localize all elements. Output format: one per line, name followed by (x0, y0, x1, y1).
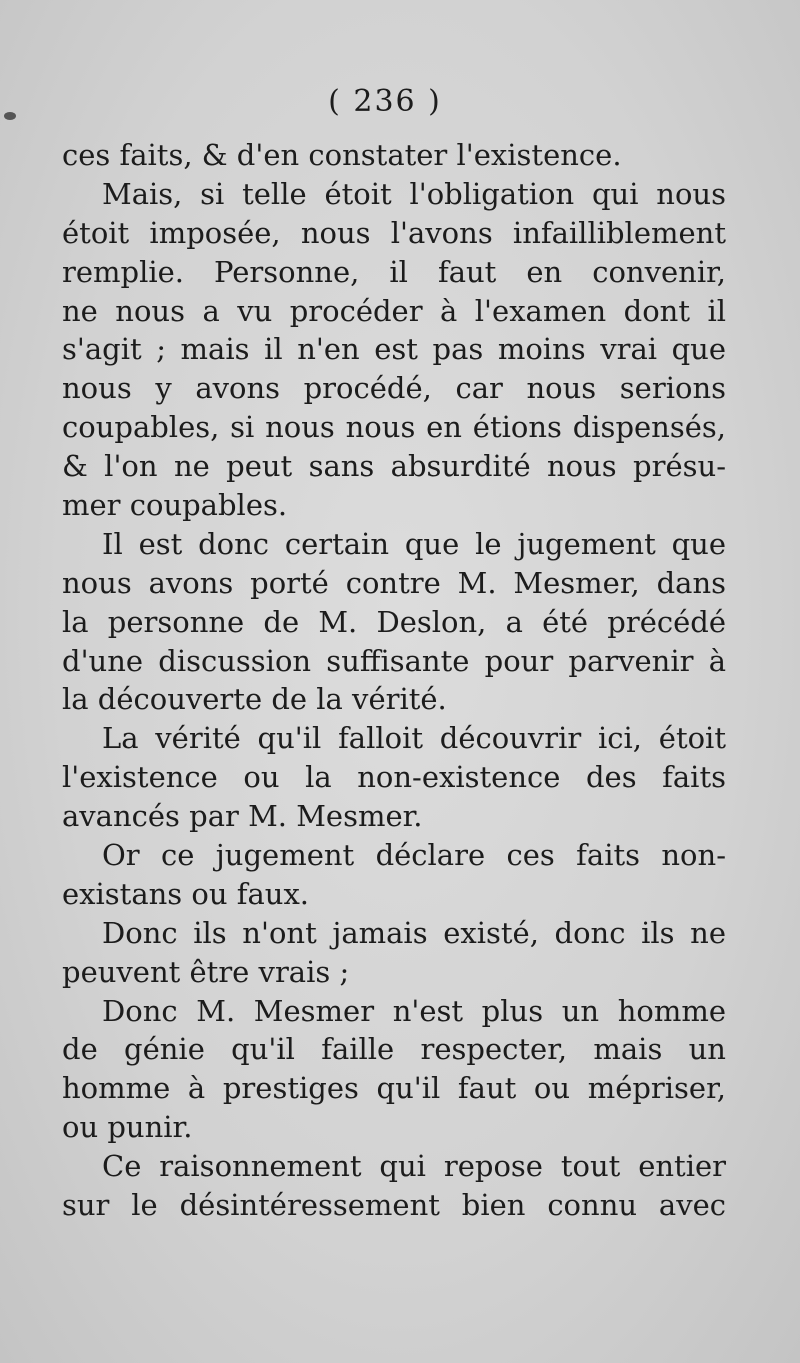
text-line: avancés par M. Mesmer. (62, 799, 423, 834)
text-line: la personne de M. Deslon, a été précédé (62, 604, 726, 639)
text-line: Ce raisonnement qui repose tout entier (102, 1149, 726, 1184)
text-line: La vérité qu'il falloit découvrir ici, étoit (102, 721, 726, 756)
text-line: ne nous a vu procéder à l'examen dont il (62, 293, 726, 328)
text-line: peuvent être vrais ; (62, 954, 350, 989)
page-number: ( 236 ) (328, 84, 442, 119)
text-line: Mais, si telle étoit l'obligation qui nous (102, 176, 726, 211)
text-line: Donc M. Mesmer n'est plus un homme (102, 993, 726, 1028)
text-line: homme à prestiges qu'il faut ou mépriser, (62, 1071, 726, 1106)
text-line: de génie qu'il faille respecter, mais un (62, 1032, 726, 1067)
text-line: nous y avons procédé, car nous serions (62, 371, 726, 406)
text-line: sur le désintéressement bien connu avec (62, 1188, 726, 1223)
text-line: mer coupables. (62, 488, 288, 523)
text-line: nous avons porté contre M. Mesmer, dans (62, 565, 726, 600)
text-line: la découverte de la vérité. (62, 682, 447, 717)
text-line: remplie. Personne, il faut en convenir, (62, 254, 726, 289)
text-line: coupables, si nous nous en étions dispensés, (62, 410, 726, 445)
text-line: ces faits, & d'en constater l'existence. (62, 138, 622, 172)
text-line: ou punir. (62, 1110, 193, 1145)
text-line: d'une discussion suffisante pour parvenir à (62, 643, 726, 678)
text-line: existans ou faux. (62, 876, 310, 911)
text-line: l'existence ou la non-existence des faits (62, 760, 726, 795)
text-line: s'agit ; mais il n'en est pas moins vrai que (62, 332, 726, 367)
text-line: Or ce jugement déclare ces faits non- (102, 838, 726, 873)
text-line: & l'on ne peut sans absurdité nous présu- (62, 449, 726, 484)
text-line: Donc ils n'ont jamais existé, donc ils ne (102, 915, 726, 950)
text-line: étoit imposée, nous l'avons infailliblement (62, 215, 726, 250)
text-line: Il est donc certain que le jugement que (102, 526, 726, 561)
body-text (62, 136, 726, 1225)
